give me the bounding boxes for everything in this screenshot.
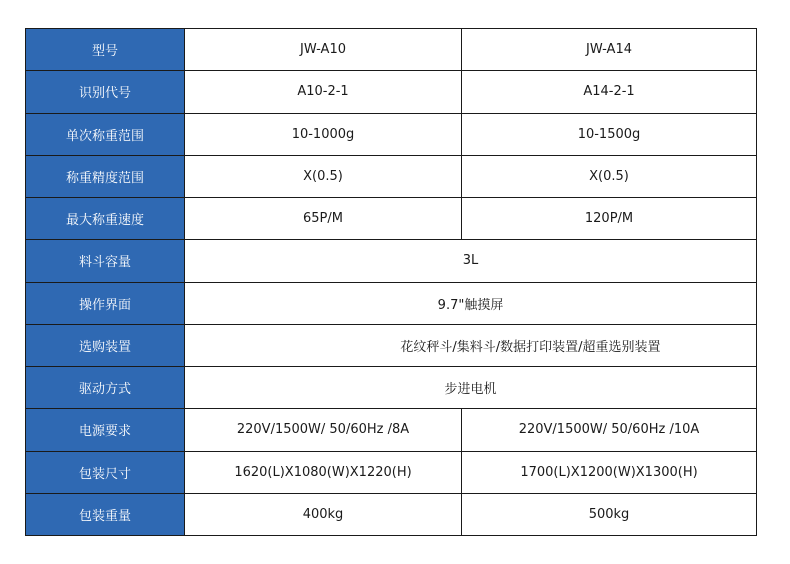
table-row — [26, 282, 757, 324]
value-a10: JW-A10 — [185, 29, 462, 71]
table-row — [26, 367, 757, 409]
value-a14: JW-A14 — [462, 29, 757, 71]
table-row — [26, 409, 757, 451]
value-a10: 1620(L)X1080(W)X1220(H) — [185, 451, 462, 493]
table-row — [26, 198, 757, 240]
value-a10: A10-2-1 — [185, 71, 462, 113]
value-shared: 9.7"触摸屏 — [185, 282, 757, 324]
row-label: 识别代号 — [26, 71, 185, 113]
value-a10: 10-1000g — [185, 113, 462, 155]
row-label: 驱动方式 — [26, 367, 185, 409]
value-a10: 220V/1500W/ 50/60Hz /8A — [185, 409, 462, 451]
table-row — [26, 324, 757, 366]
row-label: 最大称重速度 — [26, 198, 185, 240]
value-shared: 步进电机 — [185, 367, 757, 409]
value-a14: 220V/1500W/ 50/60Hz /10A — [462, 409, 757, 451]
value-shared: 花纹秤斗/集料斗/数据打印装置/超重选别装置 — [185, 324, 757, 366]
value-a14: 10-1500g — [462, 113, 757, 155]
table-row — [26, 29, 757, 71]
table-row — [26, 113, 757, 155]
value-a14: 120P/M — [462, 198, 757, 240]
value-a14: A14-2-1 — [462, 71, 757, 113]
row-label: 型号 — [26, 29, 185, 71]
row-label: 操作界面 — [26, 282, 185, 324]
value-shared: 3L — [185, 240, 757, 282]
value-a14: 1700(L)X1200(W)X1300(H) — [462, 451, 757, 493]
value-a14: 500kg — [462, 493, 757, 535]
table-row — [26, 451, 757, 493]
value-a10: X(0.5) — [185, 155, 462, 197]
value-a14: X(0.5) — [462, 155, 757, 197]
value-a10: 400kg — [185, 493, 462, 535]
row-label: 包装重量 — [26, 493, 185, 535]
row-label: 料斗容量 — [26, 240, 185, 282]
table-row — [26, 71, 757, 113]
value-a10: 65P/M — [185, 198, 462, 240]
row-label: 包装尺寸 — [26, 451, 185, 493]
row-label: 电源要求 — [26, 409, 185, 451]
table-row — [26, 493, 757, 535]
row-label: 称重精度范围 — [26, 155, 185, 197]
row-label: 选购装置 — [26, 324, 185, 366]
table-row — [26, 240, 757, 282]
row-label: 单次称重范围 — [26, 113, 185, 155]
spec-table — [25, 28, 757, 536]
table-row — [26, 155, 757, 197]
